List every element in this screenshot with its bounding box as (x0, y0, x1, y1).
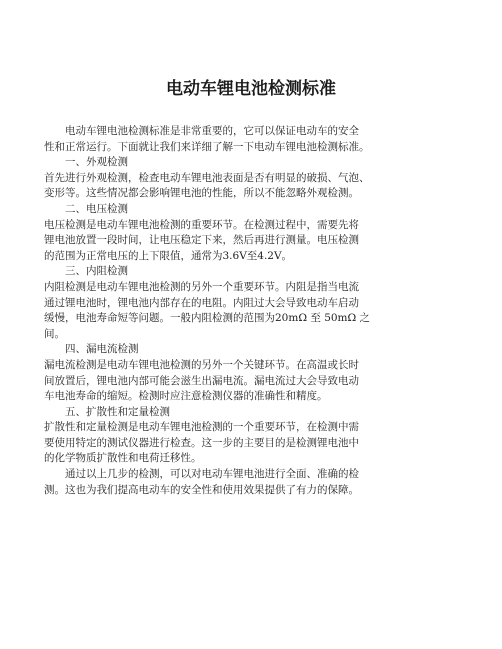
text-line: 变形等。这些情况都会影响锂电池的性能，所以不能忽略外观检测。 (44, 187, 359, 200)
text-line: 扩散性和定量检测是电动车锂电池检测的一个重要环节，在检测中需 (44, 421, 359, 434)
text-line: 锂电池放置一段时间，让电压稳定下来，然后再进行测量。电压检测 (44, 234, 359, 247)
text-line: 电动车锂电池检测标准是非常重要的，它可以保证电动车的安全 (65, 125, 359, 137)
text-line: 的范围为正常电压的上下限值，通常为3.6V至4.2V。 (44, 249, 293, 262)
text-line: 电压检测是电动车锂电池检测的重要环节。在检测过程中，需要先将 (44, 218, 359, 231)
text-line: 通过锂电池时，锂电池内部存在的电阻。内阻过大会导致电动车启动 (44, 296, 359, 309)
text-line: 车电池寿命的缩短。检测时应注意检测仪器的准确性和精度。 (44, 390, 328, 403)
text-line: 内阻检测是电动车锂电池检测的另外一个重要环节。内阻是指当电流 (44, 280, 359, 293)
section-heading: 四、漏电流检测 (65, 343, 139, 356)
text-line: 首先进行外观检测，检查电动车锂电池表面是否有明显的破损、气泡、 (44, 171, 370, 184)
text-line: 测。这也为我们提高电动车的安全性和使用效果提供了有力的保障。 (44, 483, 359, 496)
section-heading: 五、扩散性和定量检测 (65, 405, 170, 418)
text-line: 漏电流检测是电动车锂电池检测的另外一个关键环节。在高温或长时 (44, 358, 359, 371)
text-line: 缓慢，电池寿命短等问题。一般内阻检测的范围为20mΩ 至 50mΩ 之 (44, 312, 371, 325)
section-heading: 一、外观检测 (65, 156, 128, 169)
text-line: 通过以上几步的检测，可以对电动车锂电池进行全面、准确的检 (65, 468, 359, 481)
text-line: 间放置后，锂电池内部可能会滋生出漏电流。漏电流过大会导致电动 (44, 374, 359, 387)
text-line: 要使用特定的测试仪器进行检查。这一步的主要目的是检测锂电池中 (44, 436, 359, 449)
text-line: 间。 (44, 327, 65, 340)
section-heading: 三、内阻检测 (65, 265, 128, 278)
document-body (44, 124, 464, 498)
text-line: 的化学物质扩散性和电荷迁移性。 (44, 452, 202, 465)
section-heading: 二、电压检测 (65, 202, 128, 215)
text-line: 性和正常运行。下面就让我们来详细了解一下电动车锂电池检测标准。 (44, 140, 370, 153)
document-title: 电动车锂电池检测标准 (166, 79, 336, 99)
